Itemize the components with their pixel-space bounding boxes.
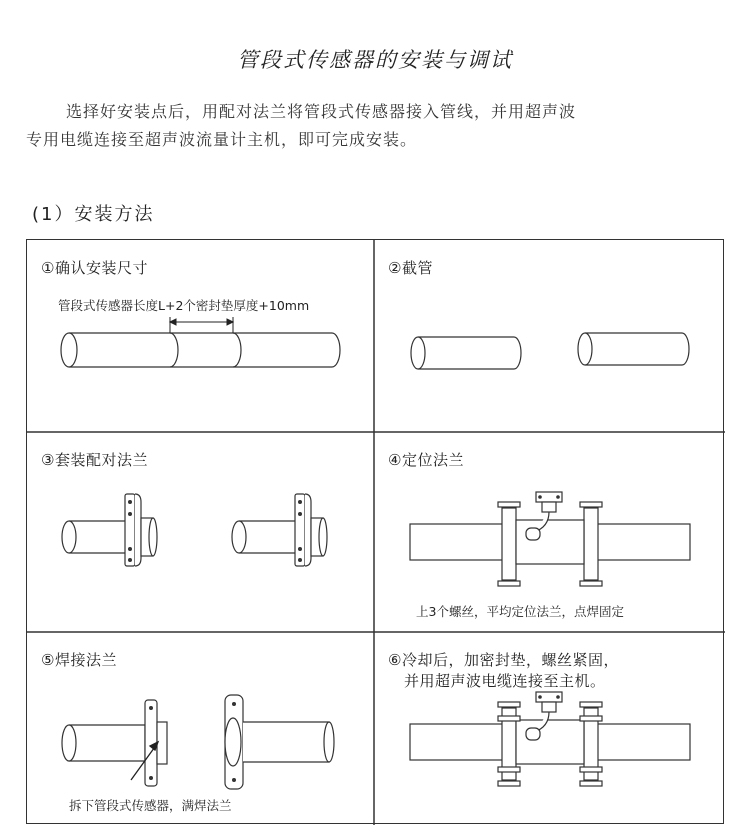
step-5-caption: 拆下管段式传感器，满焊法兰: [69, 798, 232, 813]
step-1-dimension-caption: 管段式传感器长度L+2个密封垫厚度+10mm: [58, 298, 310, 313]
step-4-cell: [374, 432, 725, 632]
step-1-label: ①确认安装尺寸: [41, 259, 148, 277]
step-3-label: ③套装配对法兰: [41, 451, 148, 469]
step-6-final-assembly-drawing: [374, 632, 725, 825]
section-heading: (1）安装方法: [32, 204, 155, 225]
page-title: 管段式传感器的安装与调试: [237, 48, 513, 72]
intro-line-1: 选择好安装点后，用配对法兰将管段式传感器接入管线，并用超声波: [66, 102, 577, 121]
step-6-label-line-1: ⑥冷却后，加密封垫，螺丝紧固，: [388, 651, 619, 669]
steps-grid: [26, 239, 724, 824]
step-1-cell: [27, 240, 374, 432]
step-1-pipe-drawing: [27, 240, 374, 432]
step-5-cell: [27, 632, 374, 825]
intro-line-2: 专用电缆连接至超声波流量计主机，即可完成安装。: [26, 130, 418, 149]
step-6-cell: [374, 632, 725, 825]
step-2-cut-pipe-drawing: [374, 240, 725, 432]
step-2-label: ②截管: [388, 259, 433, 277]
step-2-cell: [374, 240, 725, 432]
step-3-cell: [27, 432, 374, 632]
step-3-flange-drawing: [27, 432, 374, 632]
intro-paragraph: [26, 98, 726, 154]
step-5-label: ⑤焊接法兰: [41, 651, 117, 669]
step-4-caption: 上3个螺丝，平均定位法兰，点焊固定: [416, 604, 624, 619]
step-6-label-line-2: 并用超声波电缆连接至主机。: [404, 672, 606, 690]
step-4-label: ④定位法兰: [388, 451, 464, 469]
